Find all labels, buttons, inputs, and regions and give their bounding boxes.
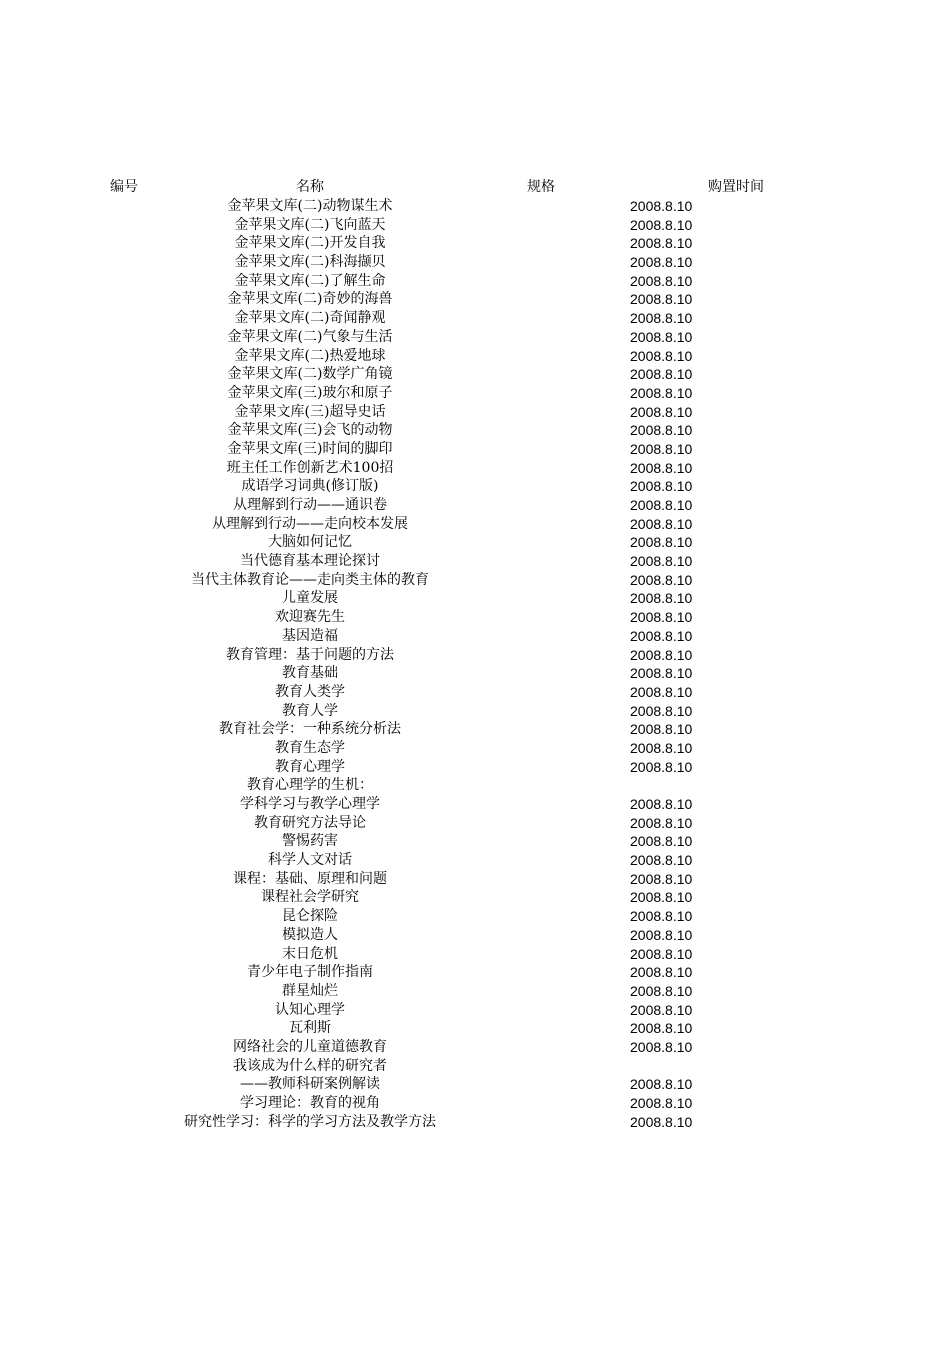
header-name: 名称 <box>296 179 324 195</box>
book-name: 网络社会的儿童道德教育 <box>233 1038 387 1055</box>
book-name: 金苹果文库(二)了解生命 <box>234 272 386 289</box>
book-name-cell <box>160 365 460 384</box>
book-name-cell <box>160 328 460 347</box>
table-row <box>0 515 950 534</box>
book-name-cell <box>160 533 460 552</box>
purchase-date: 2008.8.10 <box>630 964 693 981</box>
table-row <box>0 1057 950 1094</box>
book-name: 金苹果文库(二)数学广角镜 <box>227 366 393 383</box>
purchase-date: 2008.8.10 <box>630 1001 693 1018</box>
table-row <box>0 253 950 272</box>
table-row <box>0 776 950 813</box>
purchase-date: 2008.8.10 <box>630 534 693 551</box>
table-header <box>0 178 950 197</box>
book-name: 金苹果文库(三)会飞的动物 <box>227 422 393 439</box>
table-row <box>0 421 950 440</box>
purchase-date: 2008.8.10 <box>630 721 693 738</box>
book-name: 从理解到行动——通识卷 <box>233 497 387 513</box>
book-name: 金苹果文库(三)时间的脚印 <box>227 440 393 457</box>
book-name: 从理解到行动——走向校本发展 <box>212 515 408 532</box>
book-name: 教育人学 <box>282 702 338 719</box>
table-row <box>0 646 950 665</box>
book-name: 末日危机 <box>282 945 338 962</box>
book-name-cell <box>160 776 460 813</box>
table-row <box>0 216 950 235</box>
book-name: 我该成为什么样的研究者 <box>233 1057 387 1074</box>
book-name: 欢迎赛先生 <box>275 609 345 626</box>
purchase-date: 2008.8.10 <box>630 235 693 252</box>
book-name: 教育心理学 <box>275 758 345 775</box>
purchase-date: 2008.8.10 <box>630 833 693 850</box>
purchase-date: 2008.8.10 <box>630 852 693 869</box>
book-name-cell <box>160 234 460 253</box>
book-name-cell <box>160 1001 460 1020</box>
book-name-cell <box>160 945 460 964</box>
purchase-date: 2008.8.10 <box>630 702 693 719</box>
book-name: 警惕药害 <box>282 833 338 850</box>
book-name-cell <box>160 814 460 833</box>
book-name-cell <box>160 1057 460 1094</box>
table-row <box>0 290 950 309</box>
table-row <box>0 1038 950 1057</box>
book-name-cell <box>160 870 460 889</box>
header-id: 编号 <box>110 179 138 195</box>
book-name: 教育社会学：一种系统分析法 <box>219 721 401 738</box>
table-row <box>0 328 950 347</box>
table-row <box>0 347 950 366</box>
book-name-cell <box>160 253 460 272</box>
purchase-date: 2008.8.10 <box>630 646 693 663</box>
purchase-date: 2008.8.10 <box>630 403 693 420</box>
book-name-cell <box>160 459 460 478</box>
purchase-date: 2008.8.10 <box>630 590 693 607</box>
book-name: 儿童发展 <box>282 590 338 607</box>
table-row <box>0 309 950 328</box>
book-name: 研究性学习：科学的学习方法及教学方法 <box>184 1113 436 1130</box>
purchase-date: 2008.8.10 <box>630 1038 693 1055</box>
table-row <box>0 1019 950 1038</box>
book-name-cell <box>160 758 460 777</box>
book-name-cell <box>160 888 460 907</box>
book-name: 金苹果文库(三)超导史话 <box>234 403 386 420</box>
purchase-date: 2008.8.10 <box>630 609 693 626</box>
purchase-date: 2008.8.10 <box>630 515 693 532</box>
purchase-date: 2008.8.10 <box>630 739 693 756</box>
book-name-cell <box>160 683 460 702</box>
book-name-cell <box>160 309 460 328</box>
table-row <box>0 477 950 496</box>
purchase-date: 2008.8.10 <box>630 347 693 364</box>
purchase-date: 2008.8.10 <box>630 310 693 327</box>
purchase-date: 2008.8.10 <box>630 272 693 289</box>
purchase-date: 2008.8.10 <box>630 198 693 214</box>
book-name: 瓦利斯 <box>289 1020 331 1037</box>
table-row <box>0 832 950 851</box>
book-name-cell <box>160 1113 460 1132</box>
book-name-cell <box>160 197 460 216</box>
book-name-cell <box>160 477 460 496</box>
book-name-cell <box>160 907 460 926</box>
table-row <box>0 197 950 216</box>
book-name: 学习理论：教育的视角 <box>240 1095 380 1112</box>
book-name-cell <box>160 421 460 440</box>
purchase-date: 2008.8.10 <box>630 553 693 570</box>
book-name-cell <box>160 216 460 235</box>
purchase-date: 2008.8.10 <box>630 1020 693 1037</box>
table-row <box>0 963 950 982</box>
book-name-cell <box>160 963 460 982</box>
book-name: 成语学习词典(修订版) <box>241 478 379 495</box>
table-row <box>0 234 950 253</box>
book-name-cell <box>160 851 460 870</box>
table-row <box>0 926 950 945</box>
header-spec: 规格 <box>527 179 555 195</box>
table-row <box>0 365 950 384</box>
purchase-date: 2008.8.10 <box>630 1076 693 1093</box>
book-name: 当代德育基本理论探讨 <box>240 553 380 570</box>
purchase-date: 2008.8.10 <box>630 1113 693 1130</box>
table-row <box>0 907 950 926</box>
book-name-cell <box>160 1038 460 1057</box>
book-name-cell <box>160 571 460 590</box>
table-row <box>0 982 950 1001</box>
book-name-cell <box>160 1094 460 1113</box>
table-row <box>0 664 950 683</box>
book-name-cell <box>160 664 460 683</box>
table-row <box>0 851 950 870</box>
purchase-date: 2008.8.10 <box>630 1095 693 1112</box>
purchase-date: 2008.8.10 <box>630 366 693 383</box>
book-name-cell <box>160 982 460 1001</box>
table-row <box>0 814 950 833</box>
table-row <box>0 888 950 907</box>
book-name: 学科学习与教学心理学 <box>240 796 380 812</box>
spreadsheet-sheet <box>0 178 950 1131</box>
book-name-cell <box>160 272 460 291</box>
book-name: 金苹果文库(二)动物谋生术 <box>227 198 393 214</box>
book-name-cell <box>160 384 460 403</box>
header-date: 购置时间 <box>708 179 764 195</box>
purchase-date: 2008.8.10 <box>630 945 693 962</box>
book-name-cell <box>160 739 460 758</box>
purchase-date: 2008.8.10 <box>630 478 693 495</box>
book-name: 金苹果文库(二)热爱地球 <box>234 347 386 364</box>
book-name-cell <box>160 702 460 721</box>
purchase-date: 2008.8.10 <box>630 291 693 308</box>
book-name: 大脑如何记忆 <box>268 534 352 551</box>
book-name: 金苹果文库(二)气象与生活 <box>227 328 393 345</box>
book-name: 当代主体教育论——走向类主体的教育 <box>191 571 429 588</box>
table-row <box>0 608 950 627</box>
book-name: 课程：基础、原理和问题 <box>233 870 387 887</box>
book-name: 课程社会学研究 <box>261 889 359 906</box>
book-name: 科学人文对话 <box>268 852 352 869</box>
table-row <box>0 589 950 608</box>
book-name-cell <box>160 515 460 534</box>
book-name-cell <box>160 646 460 665</box>
purchase-date: 2008.8.10 <box>630 665 693 682</box>
book-name-cell <box>160 720 460 739</box>
purchase-date: 2008.8.10 <box>630 889 693 906</box>
book-name: 金苹果文库(二)科海撷贝 <box>234 254 386 271</box>
purchase-date: 2008.8.10 <box>630 627 693 644</box>
book-name: 基因造福 <box>282 627 338 644</box>
book-name: 教育研究方法导论 <box>254 814 366 831</box>
book-name-cell <box>160 290 460 309</box>
table-row <box>0 683 950 702</box>
book-name-cell <box>160 627 460 646</box>
table-row <box>0 571 950 590</box>
book-name-cell <box>160 496 460 515</box>
table-row <box>0 945 950 964</box>
table-row <box>0 1113 950 1132</box>
book-name: 教育人类学 <box>275 683 345 700</box>
book-name-cell <box>160 552 460 571</box>
table-row <box>0 533 950 552</box>
book-name: ——教师科研案例解读 <box>240 1076 380 1093</box>
purchase-date: 2008.8.10 <box>630 870 693 887</box>
purchase-date: 2008.8.10 <box>630 254 693 271</box>
book-name: 金苹果文库(二)奇闻静观 <box>234 310 386 327</box>
table-row <box>0 870 950 889</box>
purchase-date: 2008.8.10 <box>630 216 693 233</box>
table-row <box>0 1094 950 1113</box>
book-name: 金苹果文库(二)开发自我 <box>234 235 386 252</box>
book-name: 金苹果文库(二)奇妙的海兽 <box>227 291 393 308</box>
book-name: 教育管理：基于问题的方法 <box>226 646 394 663</box>
book-name: 青少年电子制作指南 <box>247 964 373 981</box>
book-name-cell <box>160 347 460 366</box>
book-name-cell <box>160 608 460 627</box>
table-row <box>0 720 950 739</box>
book-name-cell <box>160 926 460 945</box>
book-name: 教育基础 <box>282 665 338 682</box>
purchase-date: 2008.8.10 <box>630 422 693 439</box>
purchase-date: 2008.8.10 <box>630 982 693 999</box>
table-row <box>0 272 950 291</box>
table-row <box>0 758 950 777</box>
purchase-date: 2008.8.10 <box>630 926 693 943</box>
table-row <box>0 702 950 721</box>
purchase-date: 2008.8.10 <box>630 758 693 775</box>
book-name-cell <box>160 403 460 422</box>
table-row <box>0 459 950 478</box>
book-name: 教育心理学的生机： <box>247 777 373 794</box>
purchase-date: 2008.8.10 <box>630 814 693 831</box>
table-row <box>0 496 950 515</box>
table-row <box>0 627 950 646</box>
table-row <box>0 739 950 758</box>
table-body <box>0 197 950 1131</box>
purchase-date: 2008.8.10 <box>630 497 693 513</box>
book-name: 模拟造人 <box>282 926 338 943</box>
book-name: 金苹果文库(三)玻尔和原子 <box>227 384 393 401</box>
purchase-date: 2008.8.10 <box>630 571 693 588</box>
purchase-date: 2008.8.10 <box>630 683 693 700</box>
table-row <box>0 1001 950 1020</box>
table-row <box>0 440 950 459</box>
table-row <box>0 552 950 571</box>
book-name-cell <box>160 1019 460 1038</box>
purchase-date: 2008.8.10 <box>630 440 693 457</box>
book-name: 班主任工作创新艺术100招 <box>226 459 394 476</box>
book-name: 昆仑探险 <box>282 908 338 925</box>
book-name: 群星灿烂 <box>282 982 338 999</box>
purchase-date: 2008.8.10 <box>630 459 693 476</box>
book-name-cell <box>160 440 460 459</box>
table-row <box>0 403 950 422</box>
book-name: 教育生态学 <box>275 739 345 756</box>
book-name-cell <box>160 589 460 608</box>
book-name-cell <box>160 832 460 851</box>
purchase-date: 2008.8.10 <box>630 328 693 345</box>
purchase-date: 2008.8.10 <box>630 384 693 401</box>
table-row <box>0 384 950 403</box>
book-name: 金苹果文库(二)飞向蓝天 <box>234 216 386 233</box>
purchase-date: 2008.8.10 <box>630 908 693 925</box>
purchase-date: 2008.8.10 <box>630 796 693 813</box>
book-name: 认知心理学 <box>275 1001 345 1018</box>
